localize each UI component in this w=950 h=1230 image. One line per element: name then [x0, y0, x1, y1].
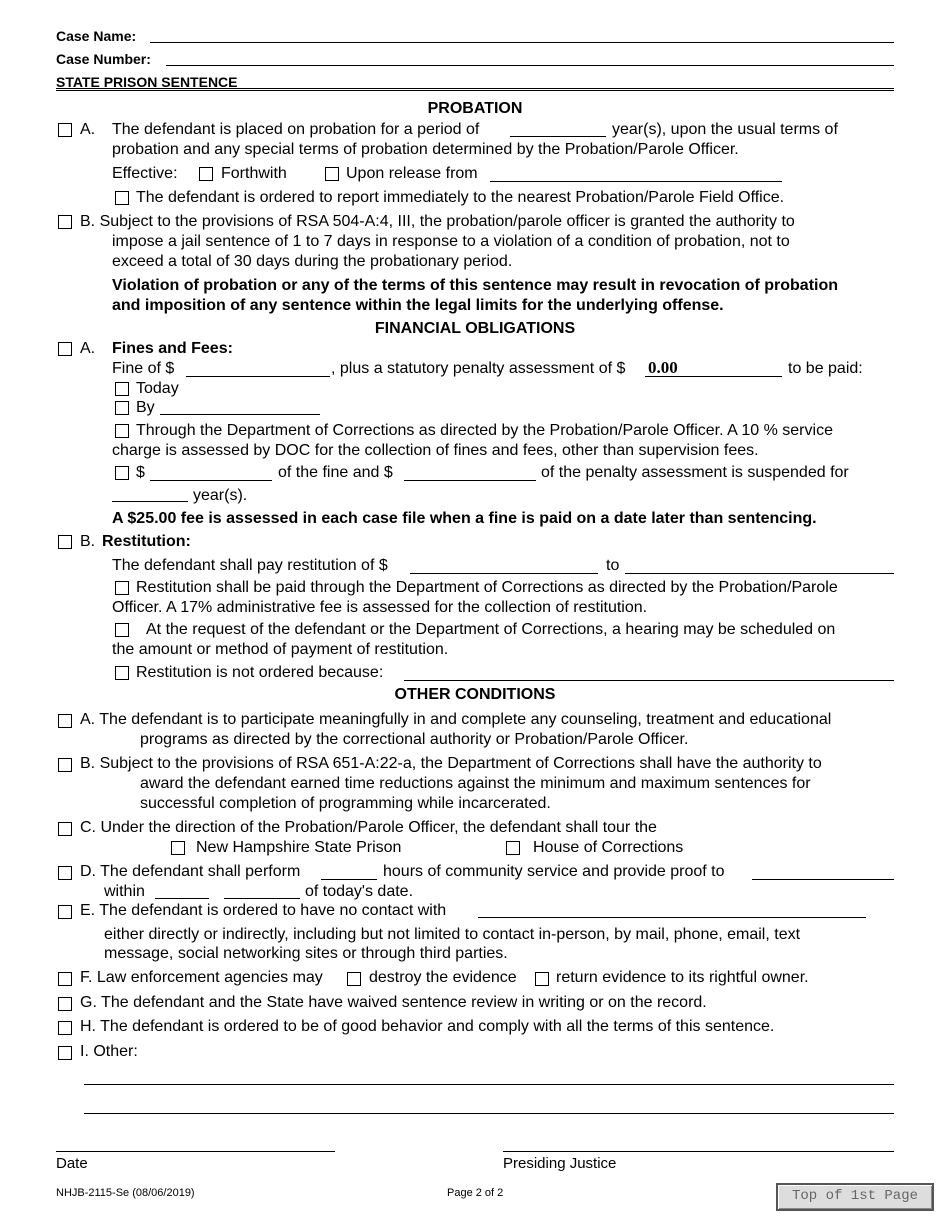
probation-years-field[interactable] [510, 136, 606, 137]
upon-release-field[interactable] [490, 181, 782, 182]
community-proof-to-field[interactable] [752, 879, 894, 880]
restitution-amount-field[interactable] [410, 573, 598, 574]
other-e-text-2: either directly or indirectly, including but not limited to contact in-person, by mail, phone, email, text [104, 926, 801, 943]
other-i-checkbox[interactable] [58, 1046, 72, 1060]
upon-release-checkbox[interactable] [325, 167, 339, 181]
restitution-pay-label: The defendant shall pay restitution of $ [112, 557, 388, 574]
today-label: Today [136, 380, 179, 397]
other-f-text-1: F. Law enforcement agencies may [80, 969, 323, 986]
by-label: By [136, 399, 155, 416]
no-contact-field[interactable] [478, 917, 866, 918]
fines-title: Fines and Fees: [112, 340, 233, 357]
suspended-fine-label: of the fine and $ [278, 464, 393, 481]
sentence-type-title: STATE PRISON SENTENCE [56, 74, 238, 90]
restitution-hearing-checkbox[interactable] [115, 623, 129, 637]
header-rule-2 [56, 90, 894, 91]
nh-state-prison-checkbox[interactable] [171, 841, 185, 855]
probation-a-checkbox[interactable] [58, 123, 72, 137]
community-hours-field[interactable] [321, 879, 377, 880]
suspended-penalty-field[interactable] [404, 480, 536, 481]
other-h-checkbox[interactable] [58, 1021, 72, 1035]
probation-b-text-3: exceed a total of 30 days during the probationary period. [112, 253, 513, 270]
return-evidence-checkbox[interactable] [535, 972, 549, 986]
by-date-field[interactable] [160, 414, 320, 415]
fine-amount-field[interactable] [186, 376, 330, 377]
other-d-text-2: hours of community service and provide proof to [383, 863, 725, 880]
today-checkbox[interactable] [115, 382, 129, 396]
forthwith-checkbox[interactable] [199, 167, 213, 181]
penalty-label: , plus a statutory penalty assessment of $ [331, 360, 626, 377]
penalty-amount-value: 0.00 [648, 358, 678, 377]
restitution-doc-text-1: Restitution shall be paid through the Department of Corrections as directed by the Probation/Parole [136, 579, 838, 596]
restitution-not-checkbox[interactable] [115, 666, 129, 680]
probation-warning-2: and imposition of any sentence within the legal limits for the underlying offense. [112, 297, 724, 314]
other-b-text-3: successful completion of programming while incarcerated. [140, 795, 551, 812]
fines-letter: A. [80, 340, 96, 357]
restitution-doc-checkbox[interactable] [115, 581, 129, 595]
restitution-payee-field[interactable] [625, 573, 894, 574]
other-g-text: G. The defendant and the State have waived sentence review in writing or on the record. [80, 994, 707, 1011]
other-c-text: C. Under the direction of the Probation/Parole Officer, the defendant shall tour the [80, 819, 657, 836]
forthwith-label: Forthwith [221, 165, 287, 182]
report-text: The defendant is ordered to report immediately to the nearest Probation/Parole Field Office. [136, 189, 785, 206]
other-a-text-1: A. The defendant is to participate meaningfully in and complete any counseling, treatment and educational [80, 711, 832, 728]
case-number-label: Case Number: [56, 51, 151, 67]
late-fee-notice: A $25.00 fee is assessed in each case file when a fine is paid on a date later than sentencing. [112, 510, 817, 527]
community-within-field[interactable] [155, 898, 209, 899]
doc-fines-checkbox[interactable] [115, 424, 129, 438]
financial-heading: FINANCIAL OBLIGATIONS [374, 320, 576, 337]
house-of-corrections-checkbox[interactable] [506, 841, 520, 855]
probation-heading: PROBATION [427, 100, 523, 117]
doc-fines-text-1: Through the Department of Corrections as directed by the Probation/Parole Officer. A 10 % service [136, 422, 833, 439]
restitution-letter: B. [80, 533, 96, 550]
fines-checkbox[interactable] [58, 342, 72, 356]
probation-a-text-3: probation and any special terms of probation determined by the Probation/Parole Officer. [112, 141, 739, 158]
suspended-fine-field[interactable] [150, 480, 272, 481]
probation-a-letter: A. [80, 121, 96, 138]
probation-warning-1: Violation of probation or any of the terms of this sentence may result in revocation of probation [112, 277, 839, 294]
other-d-checkbox[interactable] [58, 866, 72, 880]
destroy-evidence-checkbox[interactable] [347, 972, 361, 986]
justice-signature-line[interactable] [503, 1151, 894, 1152]
date-label: Date [56, 1155, 88, 1172]
report-checkbox[interactable] [115, 191, 129, 205]
probation-b-checkbox[interactable] [58, 215, 72, 229]
restitution-hearing-text-1: At the request of the defendant or the Department of Corrections, a hearing may be scheduled on [146, 621, 836, 638]
restitution-not-label: Restitution is not ordered because: [136, 664, 384, 681]
other-c-checkbox[interactable] [58, 822, 72, 836]
suspended-checkbox[interactable] [115, 466, 129, 480]
house-of-corrections-label: House of Corrections [533, 839, 684, 856]
page-number: Page 2 of 2 [447, 1187, 504, 1199]
other-a-text-2: programs as directed by the correctional authority or Probation/Parole Officer. [140, 731, 689, 748]
other-heading: OTHER CONDITIONS [394, 686, 556, 703]
restitution-reason-field[interactable] [404, 680, 894, 681]
by-checkbox[interactable] [115, 401, 129, 415]
restitution-checkbox[interactable] [58, 535, 72, 549]
date-signature-line[interactable] [56, 1151, 335, 1152]
suspended-years-label: year(s). [193, 487, 248, 504]
suspended-dollar: $ [136, 464, 145, 481]
other-line-2[interactable] [84, 1113, 894, 1114]
restitution-title: Restitution: [102, 533, 191, 550]
form-id: NHJB-2115-Se (08/06/2019) [56, 1187, 195, 1199]
other-line-1[interactable] [84, 1084, 894, 1085]
destroy-evidence-label: destroy the evidence [369, 969, 517, 986]
other-f-checkbox[interactable] [58, 972, 72, 986]
other-d-text-1: D. The defendant shall perform [80, 863, 301, 880]
case-number-field[interactable] [166, 65, 894, 66]
top-of-first-page-button[interactable]: Top of 1st Page [776, 1183, 934, 1211]
other-b-checkbox[interactable] [58, 758, 72, 772]
restitution-to-label: to [606, 557, 620, 574]
nh-state-prison-label: New Hampshire State Prison [196, 839, 402, 856]
effective-label: Effective: [112, 165, 178, 182]
other-h-text: H. The defendant is ordered to be of good behavior and comply with all the terms of this sentence. [80, 1018, 775, 1035]
case-name-field[interactable] [150, 42, 894, 43]
to-be-paid-label: to be paid: [788, 360, 863, 377]
suspended-penalty-label: of the penalty assessment is suspended for [541, 464, 849, 481]
return-evidence-label: return evidence to its rightful owner. [556, 969, 809, 986]
other-b-text-2: award the defendant earned time reductions against the minimum and maximum sentences for [140, 775, 811, 792]
restitution-doc-text-2: Officer. A 17% administrative fee is assessed for the collection of restitution. [112, 599, 648, 616]
probation-a-text-2: year(s), upon the usual terms of [612, 121, 838, 138]
doc-fines-text-2: charge is assessed by DOC for the collection of fines and fees, other than supervision fees. [112, 442, 759, 459]
upon-release-label: Upon release from [346, 165, 478, 182]
other-g-checkbox[interactable] [58, 997, 72, 1011]
probation-b-text-2: impose a jail sentence of 1 to 7 days in response to a violation of a condition of probation, not to [112, 233, 790, 250]
other-d-within: within [104, 883, 145, 900]
header-rule [56, 88, 894, 89]
community-period-field[interactable] [224, 898, 300, 899]
other-a-checkbox[interactable] [58, 714, 72, 728]
other-e-text-1: E. The defendant is ordered to have no contact with [80, 902, 447, 919]
other-b-text-1: B. Subject to the provisions of RSA 651-A:22-a, the Department of Corrections shall have the authority to [80, 755, 822, 772]
other-e-text-3: message, social networking sites or through third parties. [104, 945, 508, 962]
restitution-hearing-text-2: the amount or method of payment of restitution. [112, 641, 449, 658]
fine-of-label: Fine of $ [112, 360, 175, 377]
suspended-years-field[interactable] [112, 501, 188, 502]
other-e-checkbox[interactable] [58, 905, 72, 919]
other-d-text-3: of today's date. [305, 883, 414, 900]
probation-a-text-1: The defendant is placed on probation for a period of [112, 121, 480, 138]
probation-b-text-1: B. Subject to the provisions of RSA 504-A:4, III, the probation/parole officer is granted the authority to [80, 213, 795, 230]
other-i-text: I. Other: [80, 1043, 138, 1060]
justice-label: Presiding Justice [503, 1155, 617, 1172]
case-name-label: Case Name: [56, 28, 137, 44]
